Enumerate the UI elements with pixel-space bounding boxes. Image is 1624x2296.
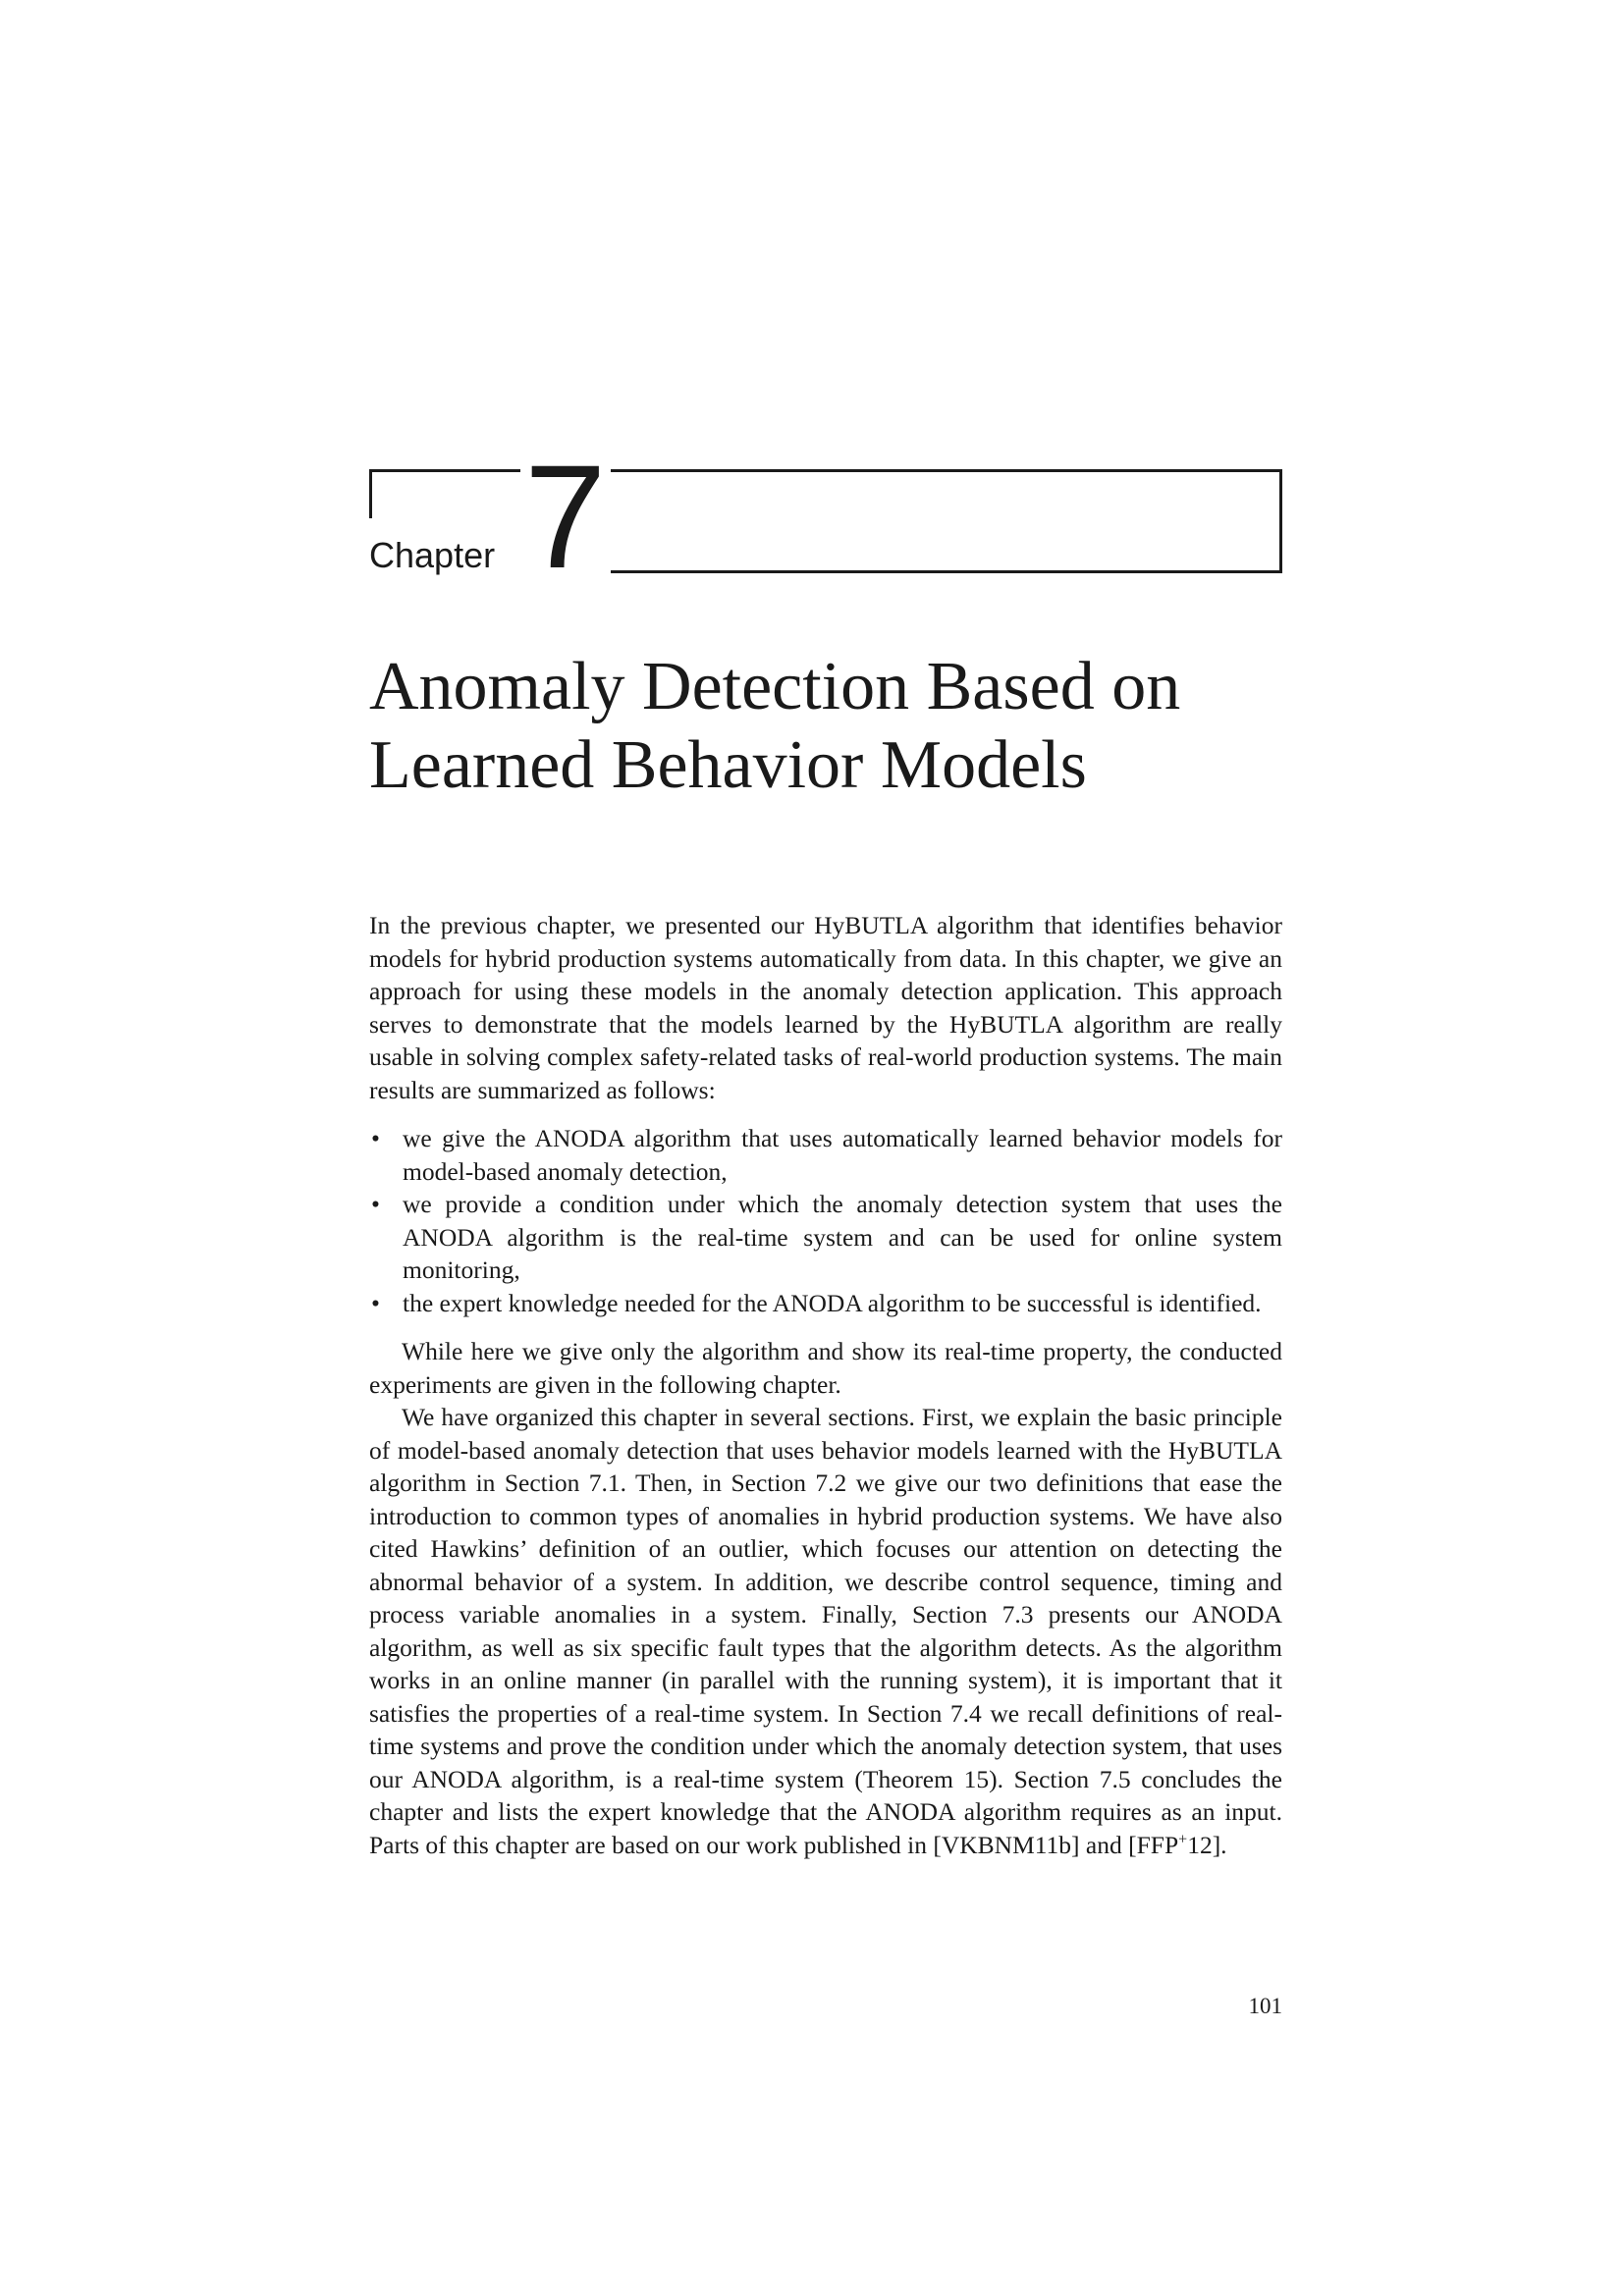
- chapter-title-line-1: Anomaly Detection Based on: [369, 649, 1181, 724]
- bullet-dot-icon: •: [371, 1124, 380, 1152]
- paragraph-organization-text: We have organized this chapter in several sections. First, we explain the basic principle of model-based anomaly detection that uses behavior models learned with the HyBUTLA algorithm in Section 7.1. Then, in Section 7.2 we give our two definitions that ease the introduction to common types of anomalies in hybrid production systems. We have also cited Hawkins’ definition of an outlier, which focuses our attention on detecting the abnormal behavior of a system. In addition, we describe control sequence, timing and process variable anomalies in a system. Finally, Section 7.3 presents our ANODA algorithm, as well as six specific fault types that the algorithm detects. As the algorithm works in an online manner (in parallel with the running system), it is important that it satisfies the properties of a real-time system. In Section 7.4 we recall definitions of real-time systems and prove the condition under which the anomaly detection system, that uses our ANODA algorithm, is a real-time system (Theorem 15). Section 7.5 concludes the chapter and lists the expert knowledge that the ANODA algorithm requires as an input. Parts of this chapter are based on our work published in [VKBNM11b] and [FFP: [369, 1403, 1282, 1859]
- list-item-text: we give the ANODA algorithm that uses automatically learned behavior models for model-based anomaly detection,: [403, 1124, 1282, 1186]
- page-number: 101: [1248, 1994, 1282, 2018]
- chapter-heading: [369, 434, 1282, 599]
- paragraph-organization: [369, 1401, 1282, 1861]
- list-item-text: the expert knowledge needed for the ANODA algorithm to be successful is identified.: [403, 1288, 1262, 1317]
- chapter-title-line-2: Learned Behavior Models: [369, 727, 1087, 803]
- citation-superscript: +: [1178, 1831, 1188, 1847]
- paragraph-organization-tail: 12].: [1187, 1830, 1227, 1859]
- bullet-dot-icon: •: [371, 1288, 380, 1317]
- intro-paragraph: In the previous chapter, we presented our HyBUTLA algorithm that identifies behavior models for hybrid production systems automatically from data. In this chapter, we give an approach for using these models in the anomaly detection application. This approach serves to demonstrate that the models learned by the HyBUTLA algorithm are really usable in solving complex safety-related tasks of real-world production systems. The main results are summarized as follows:: [369, 911, 1282, 1104]
- heading-rule-left-vertical: [369, 469, 372, 518]
- heading-rule-right-top: [611, 469, 1282, 472]
- heading-rule-left-horizontal: [369, 469, 520, 472]
- heading-rule-right-bottom: [611, 570, 1282, 573]
- chapter-number: 7: [524, 434, 607, 599]
- bullet-dot-icon: •: [371, 1190, 380, 1218]
- results-list: [369, 1122, 1282, 1319]
- chapter-label: Chapter: [369, 535, 496, 575]
- list-item: [369, 1287, 1282, 1320]
- list-item: [369, 1188, 1282, 1287]
- list-item-text: we provide a condition under which the anomaly detection system that uses the ANODA algorithm is the real-time system and can be used for online system monitoring,: [403, 1190, 1282, 1284]
- paragraph-experiments: While here we give only the algorithm and show its real-time property, the conducted experiments are given in the following chapter.: [369, 1337, 1282, 1399]
- list-item: [369, 1122, 1282, 1188]
- heading-rule-right-vertical: [1279, 469, 1282, 573]
- chapter-title: [369, 648, 1282, 805]
- chapter-body: [369, 909, 1282, 1861]
